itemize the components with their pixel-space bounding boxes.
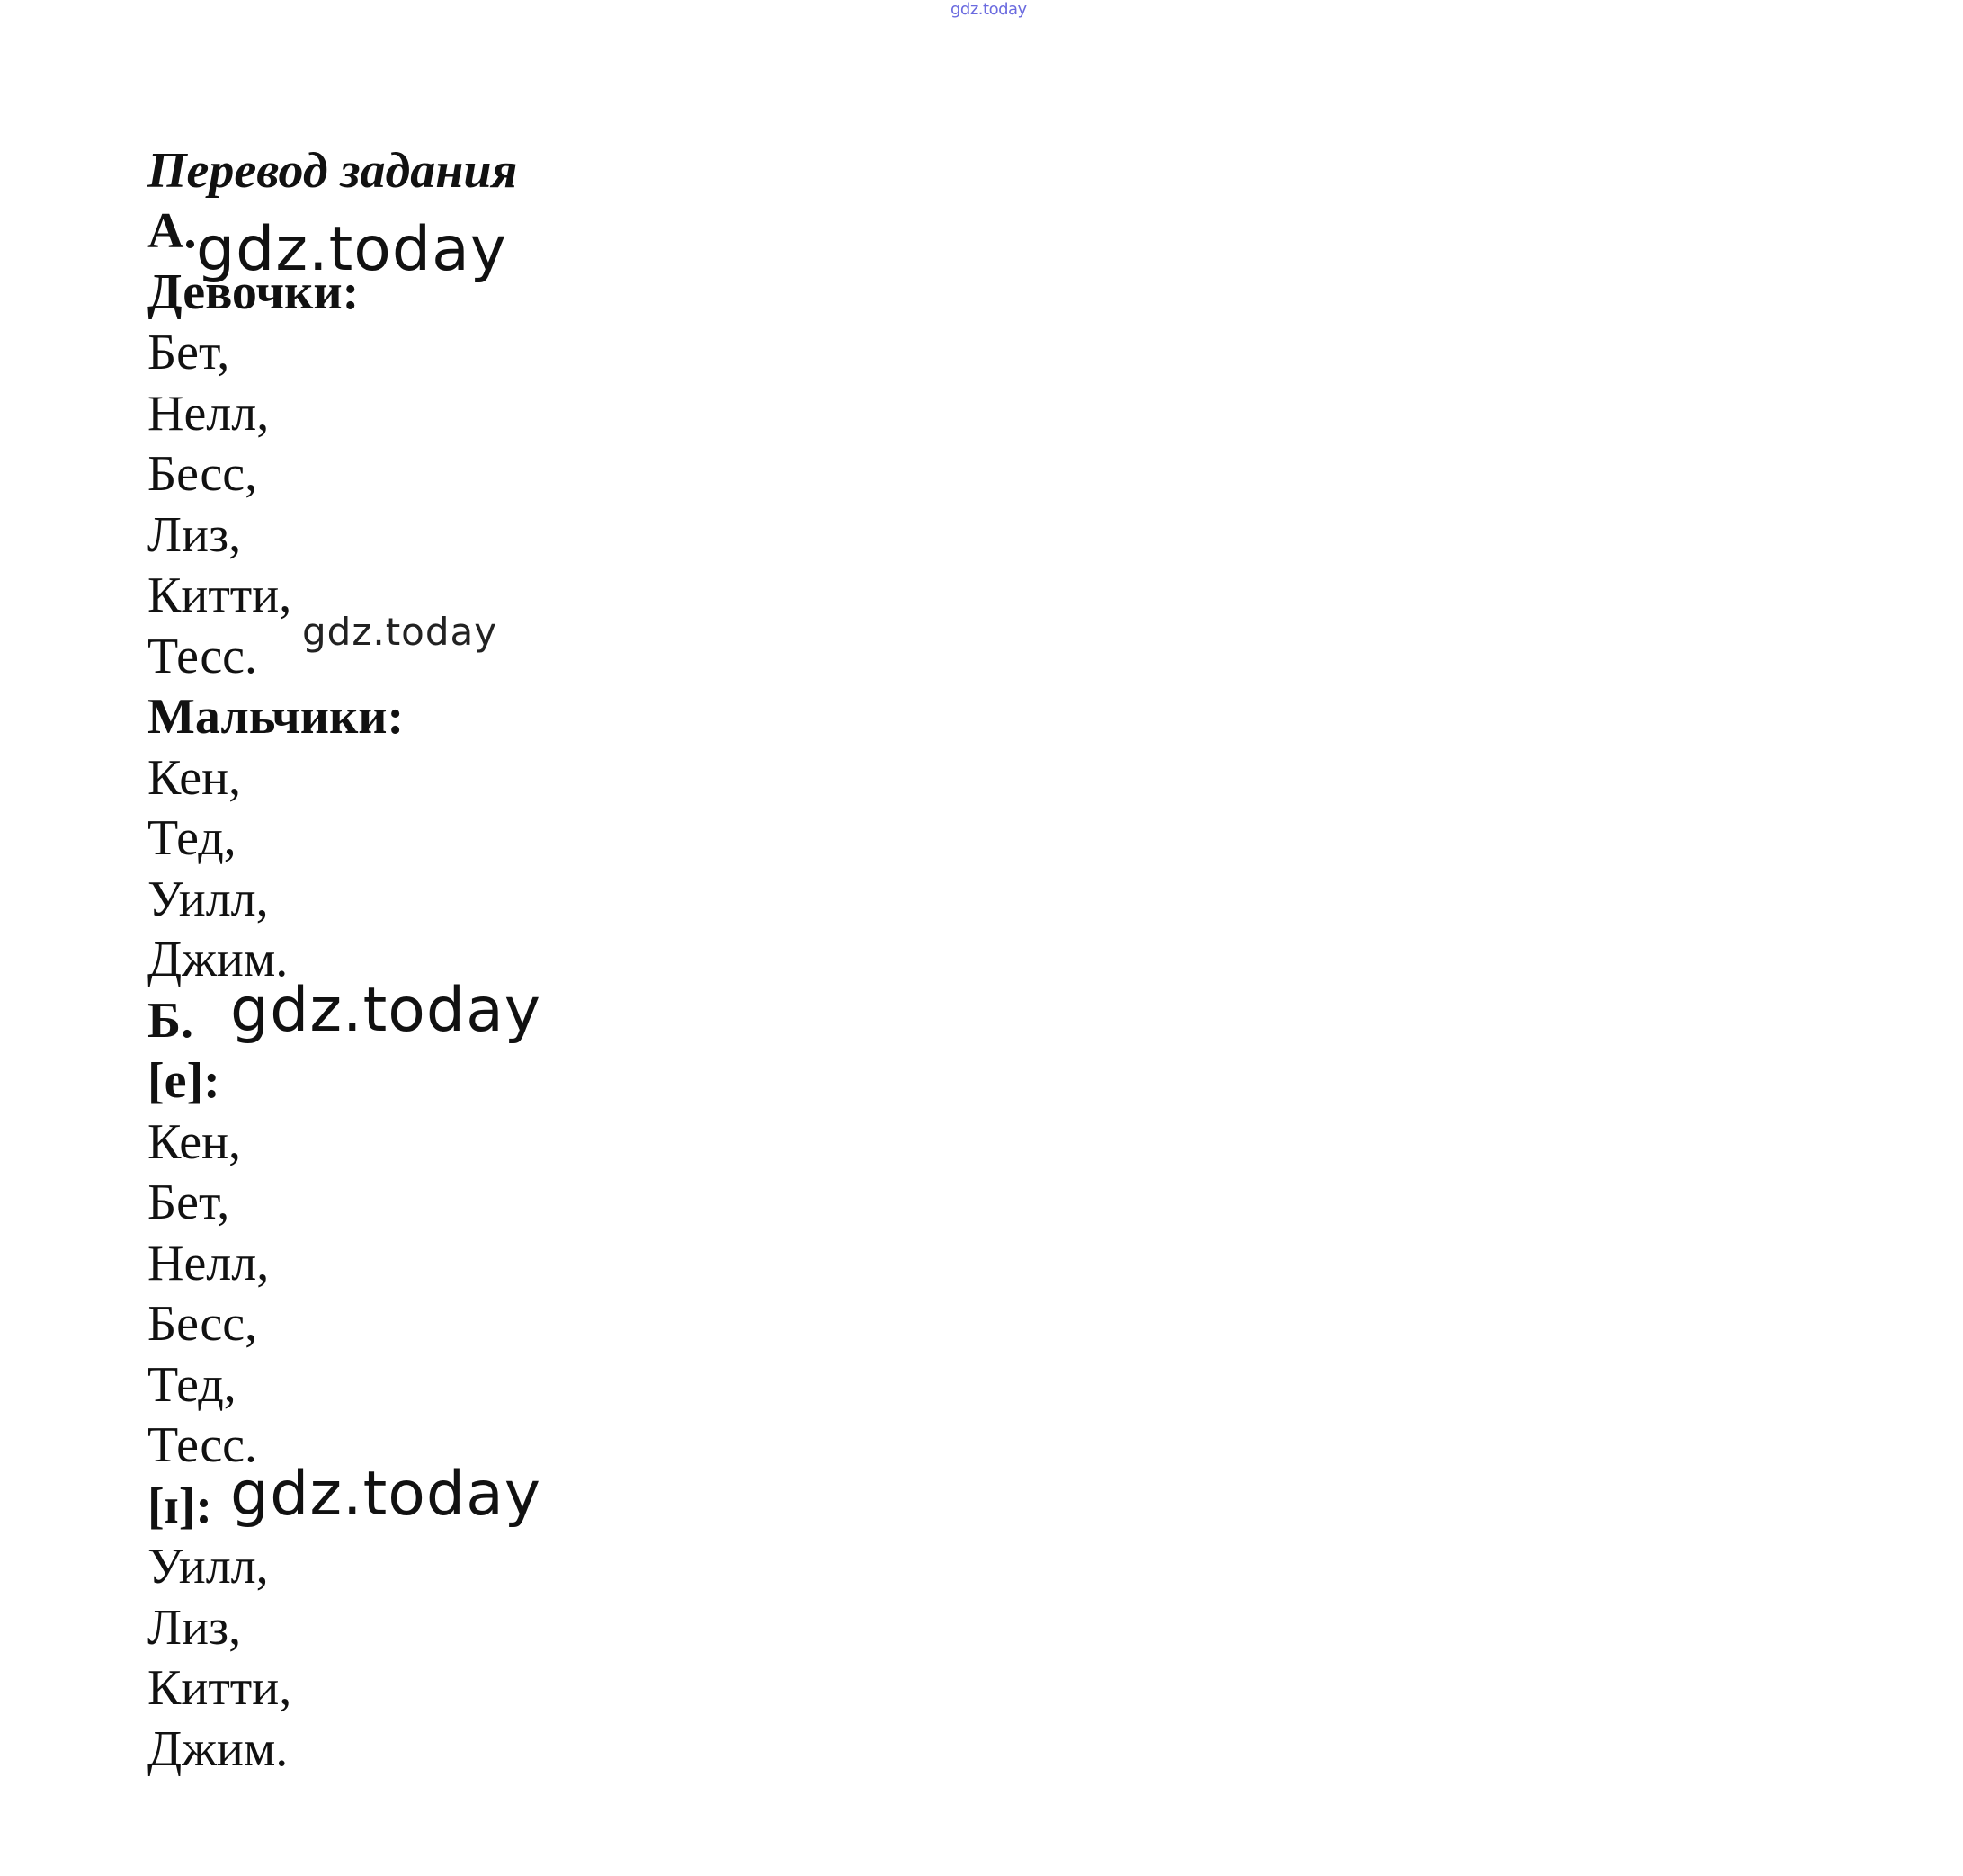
i-sound-word: Джим.	[147, 1720, 289, 1777]
watermark-text: gdz.today	[196, 214, 507, 285]
watermark-text: gdz.today	[302, 610, 498, 654]
e-sound-word: Тед,	[147, 1356, 236, 1413]
watermark-text: gdz.today	[230, 975, 541, 1046]
i-sound-word: Уилл,	[147, 1539, 269, 1595]
section-a-label: А.	[147, 203, 197, 259]
girls-name: Китти,	[147, 567, 292, 623]
e-sound-word: Нелл,	[147, 1235, 270, 1291]
girls-name: Бесс,	[147, 446, 258, 502]
page-title: Перевод задания	[147, 143, 518, 199]
i-sound-word: Лиз,	[147, 1599, 242, 1656]
e-sound-word: Бесс,	[147, 1296, 258, 1352]
boys-name: Тед,	[147, 810, 236, 866]
e-sound-word: Кен,	[147, 1113, 242, 1170]
boys-heading: Мальчики:	[147, 689, 405, 745]
boys-name: Уилл,	[147, 871, 269, 927]
boys-name: Кен,	[147, 749, 242, 806]
site-watermark-top: gdz.today	[950, 0, 1027, 19]
boys-name: Джим.	[147, 932, 289, 987]
e-sound-heading: [e]:	[147, 1053, 220, 1109]
girls-name: Тесс.	[147, 628, 258, 684]
girls-name: Нелл,	[147, 385, 270, 442]
i-sound-word: Китти,	[147, 1660, 292, 1716]
i-sound-heading: [ɪ]:	[147, 1478, 213, 1534]
document-body	[147, 140, 517, 1780]
girls-name: Лиз,	[147, 506, 242, 563]
watermark-text: gdz.today	[230, 1459, 541, 1530]
section-b-label: Б.	[147, 992, 194, 1049]
e-sound-word: Тесс.	[147, 1417, 258, 1473]
girls-heading: Девочки:	[147, 264, 360, 320]
girls-name: Бет,	[147, 325, 230, 380]
e-sound-word: Бет,	[147, 1175, 230, 1230]
